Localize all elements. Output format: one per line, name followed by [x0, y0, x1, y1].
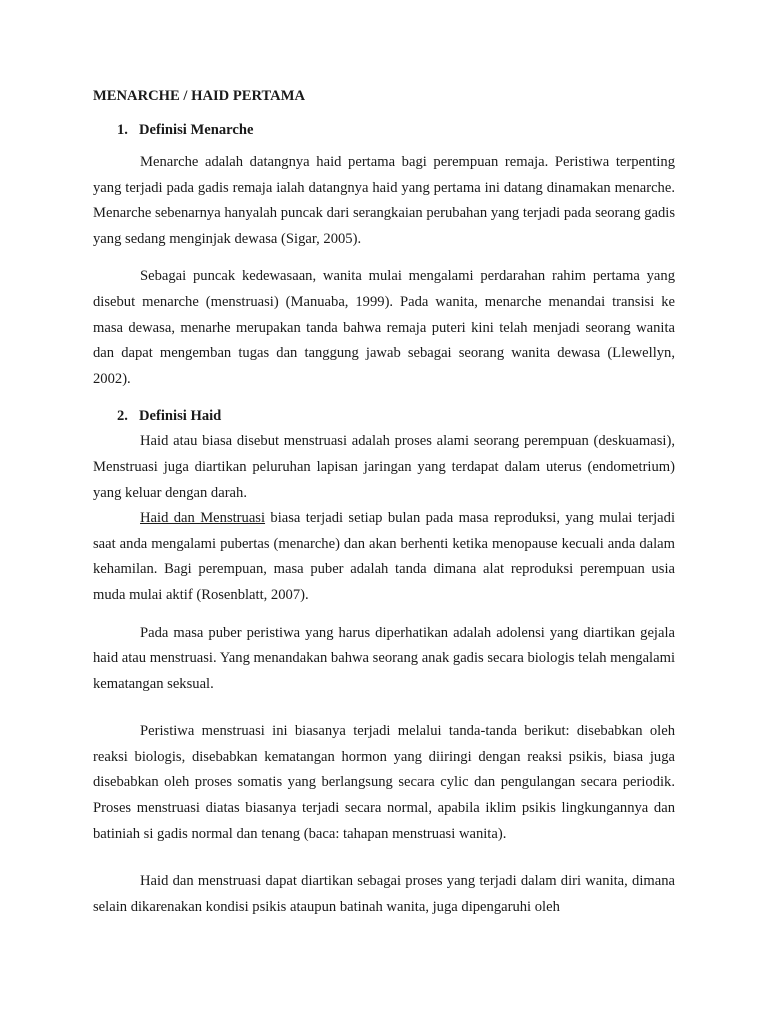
section-heading-definisi-menarche — [93, 120, 675, 140]
section-heading-definisi-haid — [93, 406, 675, 426]
section-number: 2. — [117, 408, 128, 425]
paragraph: Menarche adalah datangnya haid pertama bagi perempuan remaja. Peristiwa terpenting yang terjadi pada gadis remaja ialah datangnya haid yang pertama ini datang dinamakan menarche. Menarche sebenarnya hanyalah puncak dari serangkaian perubahan yang terjadi pada seorang gadis yang sedang menginjak dewasa (Sigar, 2005). — [93, 154, 675, 247]
paragraph: Haid dan menstruasi dapat diartikan sebagai proses yang terjadi dalam diri wanita, dimana selain dikarenakan kondisi psikis ataupun batinah wanita, juga dipengaruhi oleh — [93, 873, 675, 915]
section-heading-text: Definisi Menarche — [139, 122, 254, 138]
haid-menstruasi-link[interactable]: Haid dan Menstruasi — [140, 510, 266, 527]
paragraph: Haid atau biasa disebut menstruasi adalah proses alami seorang perempuan (deskuamasi), Menstruasi juga diartikan peluruhan lapisan jaringan yang terdapat dalam uterus (endometrium) yang keluar dengan darah. — [93, 433, 675, 501]
document-title: MENARCHE / HAID PERTAMA — [93, 88, 306, 104]
document-page — [93, 86, 675, 920]
paragraph: Pada masa puber peristiwa yang harus diperhatikan adalah adolensi yang diartikan gejala haid atau menstruasi. Yang menandakan bahwa seorang anak gadis secara biologis telah mengalami kematangan seksual. — [93, 624, 675, 692]
paragraph — [93, 506, 675, 608]
paragraph-text: biasa terjadi setiap bulan pada masa reproduksi, yang mulai terjadi saat anda mengalami pubertas (menarche) dan akan berhenti ketika menopause kecuali anda dalam kehamilan. Bagi perempuan, masa puber adalah tanda dimana alat reproduksi perempuan usia muda mulai aktif (Rosenblatt, 2007). — [93, 510, 675, 603]
section-heading-text: Definisi Haid — [139, 408, 222, 425]
paragraph: Sebagai puncak kedewasaan, wanita mulai mengalami perdarahan rahim pertama yang disebut menarche (menstruasi) (Manuaba, 1999). Pada wanita, menarche menandai transisi ke masa dewasa, menarhe merupakan tanda bahwa remaja puteri kini telah menjadi seorang wanita dan dapat mengemban tugas dan tanggung jawab sebagai seorang wanita dewasa (Llewellyn, 2002). — [93, 268, 675, 387]
section-number: 1. — [117, 122, 128, 138]
paragraph: Peristiwa menstruasi ini biasanya terjadi melalui tanda-tanda berikut: disebabkan oleh reaksi biologis, disebabkan kematangan hormon yang diiringi dengan reaksi psikis, biasa juga disebabkan oleh proses somatis yang berlangsung secara cylic dan pengulangan secara periodik. Proses menstruasi diatas biasanya terjadi secara normal, apabila iklim psikis lingkungannya dan batiniah si gadis normal dan tenang (baca: tahapan menstruasi wanita). — [93, 723, 675, 842]
